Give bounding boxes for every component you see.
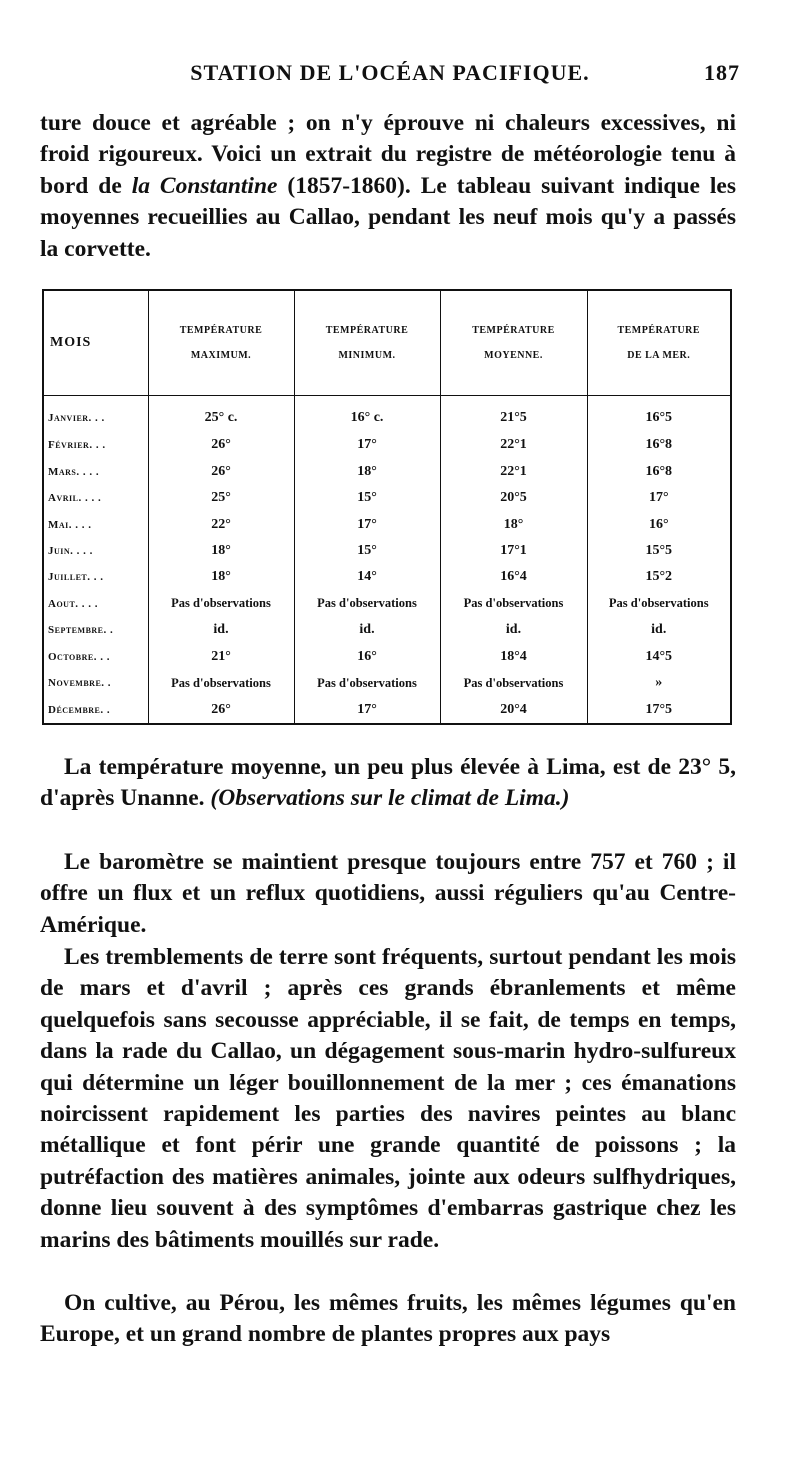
month-cell: Décembre. . xyxy=(48,703,111,716)
min-cell: 17° xyxy=(294,511,440,537)
moyenne-cell: Pas d'observations xyxy=(440,670,587,696)
lima-citation: (Observations sur le climat de Lima.) xyxy=(210,785,570,812)
intro-text-b: (1857-1860). Le tableau suivant indique les moyennes recueillies au Callao, pendant les neuf mois qu'y a passés la corvette. xyxy=(40,172,736,262)
min-cell: 14° xyxy=(294,564,440,590)
mer-cell: 16°8 xyxy=(587,458,730,484)
table-row xyxy=(44,670,730,696)
page-number: 187 xyxy=(704,60,740,85)
moyenne-cell: 16°4 xyxy=(440,564,587,590)
month-cell: Avril. . . . xyxy=(48,492,102,505)
table-row xyxy=(44,396,730,432)
table-row xyxy=(44,432,730,458)
table-body xyxy=(44,396,730,724)
moyenne-cell: 20°5 xyxy=(440,485,587,511)
max-cell: 25° xyxy=(148,485,294,511)
earthquake-paragraph: Les tremblements de terre sont fréquents, surtout pendant les mois de mars et d'avril ; après ces grands ébranlements et même quelquefois sans secousse appréciable, il se fait, de temps en temps, dans la rade du Callao, un dégagement sous-marin hydro-sulfureux qui détermine un léger bouillonnement de la mer ; ces émanations noircissent rapidement les parties des navires peintes au blanc métallique et font périr une grande quantité de poissons ; la putréfaction des matières animales, jointe aux odeurs sulfhydriques, donne lieu souvent à des symptômes d'embarras gastrique chez les marins des bâtiments mouillés sur rade. xyxy=(40,944,736,1253)
max-cell: Pas d'observations xyxy=(148,591,294,617)
min-cell: 15° xyxy=(294,538,440,564)
min-cell: 15° xyxy=(294,485,440,511)
table-row xyxy=(44,511,730,537)
mer-cell: 16°8 xyxy=(587,432,730,458)
table-row xyxy=(44,564,730,590)
table-header-row xyxy=(44,291,730,396)
column-header-min: TEMPÉRATURE MINIMUM. xyxy=(294,291,440,396)
mer-cell: 17° xyxy=(587,485,730,511)
max-cell: 22° xyxy=(148,511,294,537)
intro-paragraph xyxy=(40,108,736,265)
month-cell: Mars. . . . xyxy=(48,465,100,478)
temperature-table xyxy=(42,289,732,725)
max-cell: 18° xyxy=(148,538,294,564)
min-cell: 16° xyxy=(294,644,440,670)
moyenne-cell: 18°4 xyxy=(440,644,587,670)
lima-paragraph xyxy=(40,752,736,815)
month-cell: Aout. . . . xyxy=(48,597,99,610)
intro-text-a: ture douce et agréable ; on n'y éprouve ni chaleurs excessives, ni froid rigoureux. Voici un extrait du registre de météorologie tenu à bord de xyxy=(40,110,736,199)
moyenne-cell: 18° xyxy=(440,511,587,537)
min-cell: Pas d'observations xyxy=(294,670,440,696)
running-header xyxy=(40,60,740,88)
max-cell: 18° xyxy=(148,564,294,590)
max-cell: 26° xyxy=(148,696,294,723)
mer-cell: » xyxy=(587,670,730,696)
lima-text: La température moyenne, un peu plus élevée à Lima, est de 23° 5, d'après Unanne. xyxy=(40,754,736,812)
max-cell: 26° xyxy=(148,432,294,458)
month-cell: Janvier. . . xyxy=(48,411,105,424)
barometer-paragraph: Le baromètre se maintient presque toujours entre 757 et 760 ; il offre un flux et un reflux quotidiens, aussi réguliers qu'au Centre-Amérique. xyxy=(40,849,736,938)
table-row xyxy=(44,591,730,617)
month-cell: Juin. . . . xyxy=(48,544,93,557)
month-cell: Septembre. . xyxy=(48,624,114,637)
min-cell: id. xyxy=(294,617,440,643)
ship-name: la Constantine xyxy=(131,172,278,199)
table-row xyxy=(44,617,730,643)
column-header-max: TEMPÉRATURE MAXIMUM. xyxy=(148,291,294,396)
mer-cell: id. xyxy=(587,617,730,643)
max-cell: 26° xyxy=(148,458,294,484)
max-cell: Pas d'observations xyxy=(148,670,294,696)
table-row xyxy=(44,458,730,484)
table-row xyxy=(44,485,730,511)
moyenne-cell: 21°5 xyxy=(440,396,587,432)
mer-cell: 17°5 xyxy=(587,696,730,723)
mer-cell: 15°2 xyxy=(587,564,730,590)
max-cell: id. xyxy=(148,617,294,643)
mer-cell: 14°5 xyxy=(587,644,730,670)
month-cell: Février. . . xyxy=(48,439,106,452)
min-cell: 17° xyxy=(294,432,440,458)
mer-cell: 16°5 xyxy=(587,396,730,432)
table-row xyxy=(44,538,730,564)
mer-cell: Pas d'observations xyxy=(587,591,730,617)
column-header-moyenne: TEMPÉRATURE MOYENNE. xyxy=(440,291,587,396)
min-cell: Pas d'observations xyxy=(294,591,440,617)
mer-cell: 15°5 xyxy=(587,538,730,564)
mer-cell: 16° xyxy=(587,511,730,537)
table-row xyxy=(44,644,730,670)
moyenne-cell: Pas d'observations xyxy=(440,591,587,617)
month-cell: Juillet. . . xyxy=(48,571,104,584)
month-column-header: MOIS xyxy=(44,291,148,396)
month-cell: Mai. . . . xyxy=(48,518,92,531)
month-cell: Octobre. . . xyxy=(48,650,110,663)
moyenne-cell: 20°4 xyxy=(440,696,587,723)
max-cell: 21° xyxy=(148,644,294,670)
moyenne-cell: id. xyxy=(440,617,587,643)
table-row xyxy=(44,696,730,723)
moyenne-cell: 22°1 xyxy=(440,458,587,484)
min-cell: 17° xyxy=(294,696,440,723)
moyenne-cell: 17°1 xyxy=(440,538,587,564)
min-cell: 16° c. xyxy=(294,396,440,432)
column-header-mer: TEMPÉRATURE DE LA MER. xyxy=(587,291,730,396)
moyenne-cell: 22°1 xyxy=(440,432,587,458)
min-cell: 18° xyxy=(294,458,440,484)
max-cell: 25° c. xyxy=(148,396,294,432)
cultivation-paragraph: On cultive, au Pérou, les mêmes fruits, les mêmes légumes qu'en Europe, et un grand nombre de plantes propres aux pays xyxy=(40,1290,736,1348)
month-cell: Novembre. . xyxy=(48,677,112,690)
running-title: STATION DE L'OCÉAN PACIFIQUE. xyxy=(190,60,590,85)
